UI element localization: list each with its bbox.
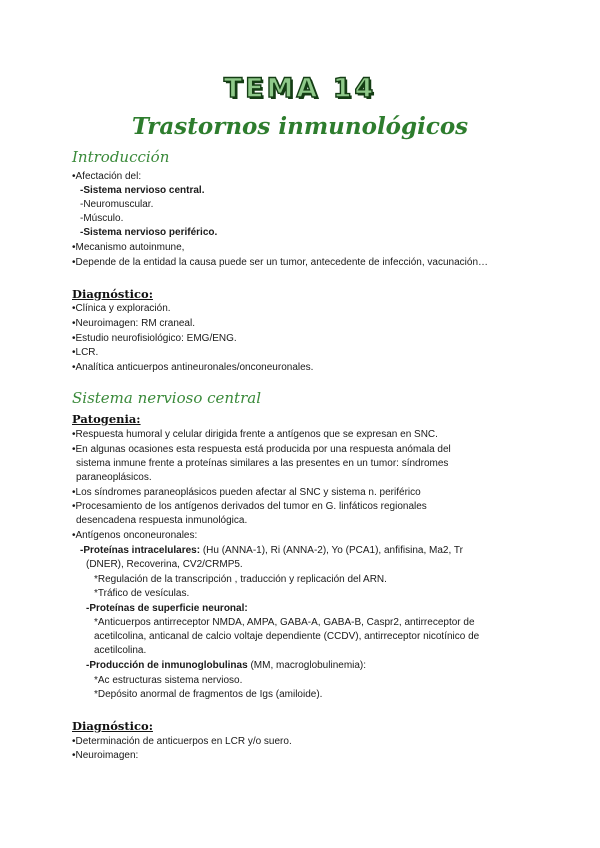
snc-line: acetilcolina. <box>94 645 147 656</box>
snc-heading: Sistema nervioso central <box>72 389 261 407</box>
diag-line: •Determinación de anticuerpos en LCR y/o suero. <box>72 736 292 747</box>
snc-line: -Proteínas de superficie neuronal: <box>86 603 248 614</box>
diag-line: •Analítica anticuerpos antineuronales/onconeuronales. <box>72 362 314 373</box>
snc-line: sistema inmune frente a proteínas similares a las presentes en un tumor: síndromes <box>76 458 449 469</box>
intro-line: •Depende de la entidad la causa puede ser un tumor, antecedente de infección, vacunación… <box>72 257 489 268</box>
document-subtitle: Trastornos inmunológicos <box>131 113 469 140</box>
intro-line: -Sistema nervioso central. <box>80 185 205 196</box>
snc-line: -Producción de inmunoglobulinas (MM, macroglobulinemia): <box>86 660 367 671</box>
snc-line: *Depósito anormal de fragmentos de Igs (amiloide). <box>94 689 323 700</box>
snc-line: •Respuesta humoral y celular dirigida frente a antígenos que se expresan en SNC. <box>72 429 438 440</box>
snc-line: acetilcolina, anticanal de calcio voltaje dependiente (CCDV), antirreceptor nicotínico de <box>94 631 480 642</box>
snc-line: *Regulación de la transcripción , traducción y replicación del ARN. <box>94 574 387 585</box>
snc-line: •En algunas ocasiones esta respuesta está producida por una respuesta anómala del <box>72 444 451 455</box>
intro-line: -Neuromuscular. <box>80 199 154 210</box>
diag-line: •Neuroimagen: <box>72 750 139 761</box>
patogenia-heading: Patogenia: <box>72 412 141 426</box>
snc-line: (DNER), Recoverina, CV2/CRMP5. <box>86 559 243 570</box>
intro-line: •Mecanismo autoinmune, <box>72 242 185 253</box>
snc-line: •Los síndromes paraneoplásicos pueden afectar al SNC y sistema n. periférico <box>72 487 421 498</box>
diag-line: •Neuroimagen: RM craneal. <box>72 318 195 329</box>
snc-line: paraneoplásicos. <box>76 472 152 483</box>
diag-line: •Clínica y exploración. <box>72 303 171 314</box>
diagnostico-heading: Diagnóstico: <box>72 287 153 301</box>
snc-line: •Procesamiento de los antígenos derivados del tumor en G. linfáticos regionales <box>72 501 427 512</box>
intro-line: -Músculo. <box>80 213 124 224</box>
intro-line: -Sistema nervioso periférico. <box>80 227 218 238</box>
snc-line: -Proteínas intracelulares: (Hu (ANNA-1), Ri (ANNA-2), Yo (PCA1), anfifisina, Ma2, Tr <box>80 545 463 556</box>
snc-line: *Tráfico de vesículas. <box>94 588 190 599</box>
snc-line: *Anticuerpos antirreceptor NMDA, AMPA, GABA-A, GABA-B, Caspr2, antirreceptor de <box>94 617 475 628</box>
document-title: TEMA 14 <box>223 73 377 104</box>
snc-line: desencadena respuesta inmunológica. <box>76 515 248 526</box>
intro-line: •Afectación del: <box>72 171 142 182</box>
diag-line: •LCR. <box>72 347 99 358</box>
intro-heading: Introducción <box>72 148 170 166</box>
diag-line: •Estudio neurofisiológico: EMG/ENG. <box>72 333 237 344</box>
snc-line: *Ac estructuras sistema nervioso. <box>94 675 243 686</box>
snc-line: •Antígenos onconeuronales: <box>72 530 198 541</box>
diagnostico-heading: Diagnóstico: <box>72 719 153 733</box>
